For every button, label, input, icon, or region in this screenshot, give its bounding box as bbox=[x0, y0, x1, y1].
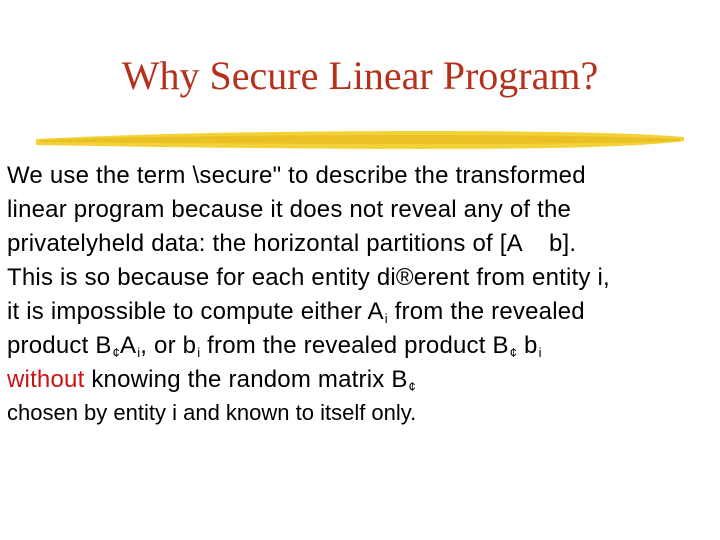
highlighted-word: without bbox=[7, 366, 85, 393]
body-text: , or b bbox=[140, 332, 197, 359]
body-line bbox=[7, 261, 707, 295]
subscript: i bbox=[538, 345, 542, 360]
body-text: from the revealed product B bbox=[200, 332, 509, 359]
subscript: i bbox=[197, 345, 201, 360]
body-text: privatelyheld data: the horizontal partitions of [A b]. bbox=[7, 230, 577, 257]
body-text: product B bbox=[7, 332, 112, 359]
body-line bbox=[7, 363, 707, 397]
subscript: i bbox=[384, 311, 388, 326]
body-text: We use the term \secure" to describe the transformed bbox=[7, 162, 586, 189]
body-text: from the revealed bbox=[387, 298, 585, 325]
slide-body bbox=[7, 159, 707, 429]
subscript: ¢ bbox=[408, 379, 416, 394]
body-text: it is impossible to compute either A bbox=[7, 298, 384, 325]
body-line bbox=[7, 193, 707, 227]
body-line bbox=[7, 295, 707, 329]
body-line bbox=[7, 397, 707, 429]
slide-title: Why Secure Linear Program? bbox=[121, 53, 599, 98]
subscript: i bbox=[137, 345, 141, 360]
body-line bbox=[7, 227, 707, 261]
subscript: ¢ bbox=[509, 345, 518, 360]
body-text: A bbox=[119, 332, 137, 359]
body-line bbox=[7, 329, 707, 363]
subscript: ¢ bbox=[112, 345, 120, 360]
body-text: linear program because it does not reveal any of the bbox=[7, 196, 572, 223]
body-text: knowing the random matrix B bbox=[84, 366, 408, 393]
body-text: b bbox=[517, 332, 538, 359]
body-line bbox=[7, 159, 707, 193]
body-text: chosen by entity i and known to itself only. bbox=[7, 400, 417, 425]
body-text: This is so because for each entity di®erent from entity i, bbox=[7, 264, 610, 291]
